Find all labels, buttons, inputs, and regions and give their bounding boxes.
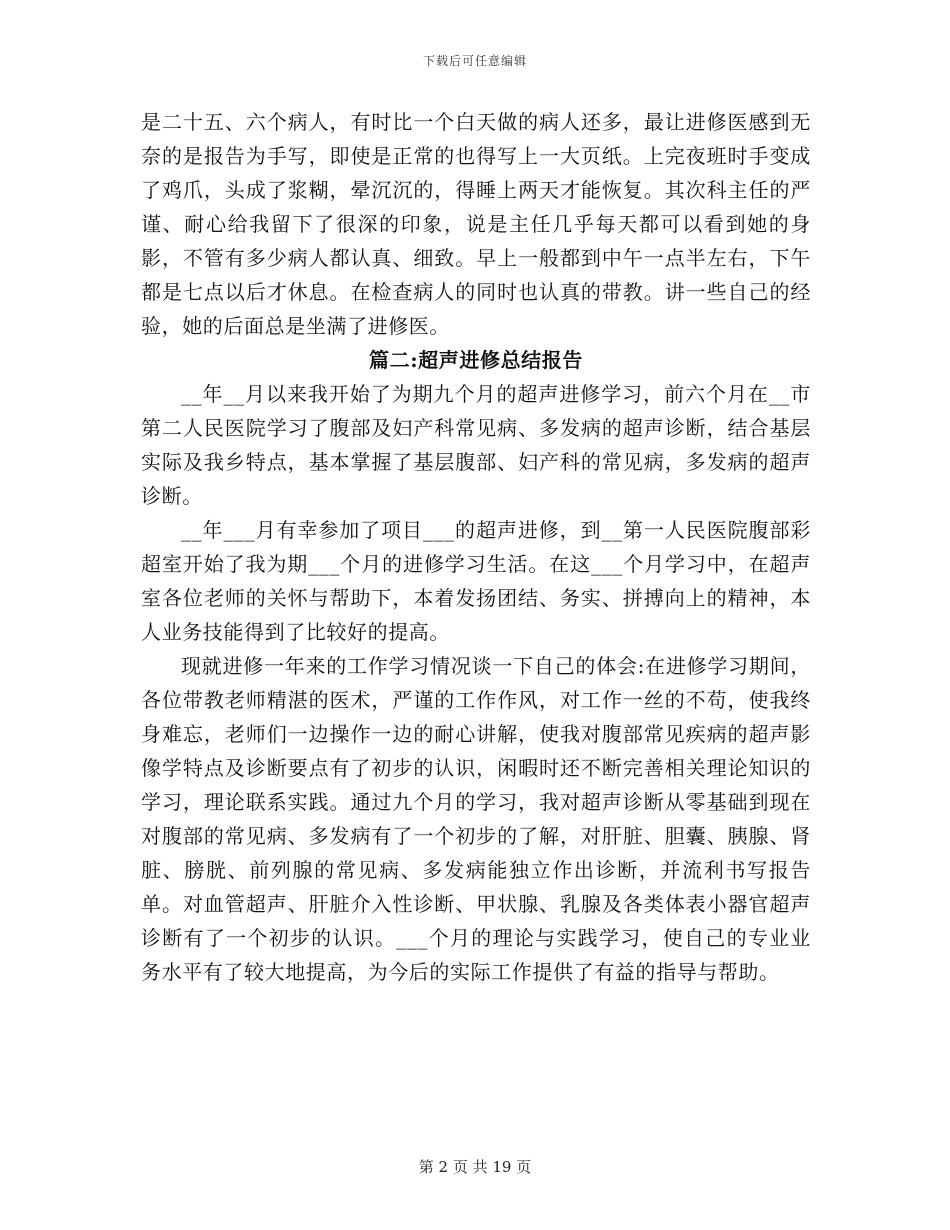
document-body bbox=[141, 105, 811, 989]
paragraph-2: __年___月有幸参加了项目___的超声进修，到__第一人民医院腹部彩超室开始了我为期___个月的进修学习生活。在这___个月学习中，在超声室各位老师的关怀与帮助下，本着发扬团结、务实、拼搏向上的精神，本人业务技能得到了比较好的提高。 bbox=[141, 518, 811, 644]
section-title: 篇二:超声进修总结报告 bbox=[369, 348, 583, 372]
paragraph-3: 现就进修一年来的工作学习情况谈一下自己的体会:在进修学习期间，各位带教老师精湛的医术，严谨的工作作风，对工作一丝的不苟，使我终身难忘，老师们一边操作一边的耐心讲解，使我对腹部常见疾病的超声影像学特点及诊断要点有了初步的认识，闲暇时还不断完善相关理论知识的学习，理论联系实践。通过九个月的学习，我对超声诊断从零基础到现在对腹部的常见病、多发病有了一个初步的了解，对肝脏、胆囊、胰腺、肾脏、膀胱、前列腺的常见病、多发病能独立作出诊断，并流利书写报告单。对血管超声、肝脏介入性诊断、甲状腺、乳腺及各类体表小器官超声诊断有了一个初步的认识。___个月的理论与实践学习，使自己的专业业务水平有了较大地提高，为今后的实际工作提供了有益的指导与帮助。 bbox=[141, 654, 811, 984]
paragraph-continued: 是二十五、六个病人，有时比一个白天做的病人还多，最让进修医感到无奈的是报告为手写，即使是正常的也得写上一大页纸。上完夜班时手变成了鸡爪，头成了浆糊，晕沉沉的，得睡上两天才能恢复。其次科主任的严谨、耐心给我留下了很深的印象，说是主任几乎每天都可以看到她的身影，不管有多少病人都认真、细致。早上一般都到中午一点半左右，下午都是七点以后才休息。在检查病人的同时也认真的带教。讲一些自己的经验，她的后面总是坐满了进修医。 bbox=[141, 110, 811, 338]
page-footer: 第 2 页 共 19 页 bbox=[418, 1158, 532, 1176]
paragraph-1: __年__月以来我开始了为期九个月的超声进修学习，前六个月在__市第二人民医院学习了腹部及妇产科常见病、多发病的超声诊断，结合基层实际及我乡特点，基本掌握了基层腹部、妇产科的常见病，多发病的超声诊断。 bbox=[141, 382, 811, 508]
header-note: 下载后可任意编辑 bbox=[422, 54, 527, 68]
